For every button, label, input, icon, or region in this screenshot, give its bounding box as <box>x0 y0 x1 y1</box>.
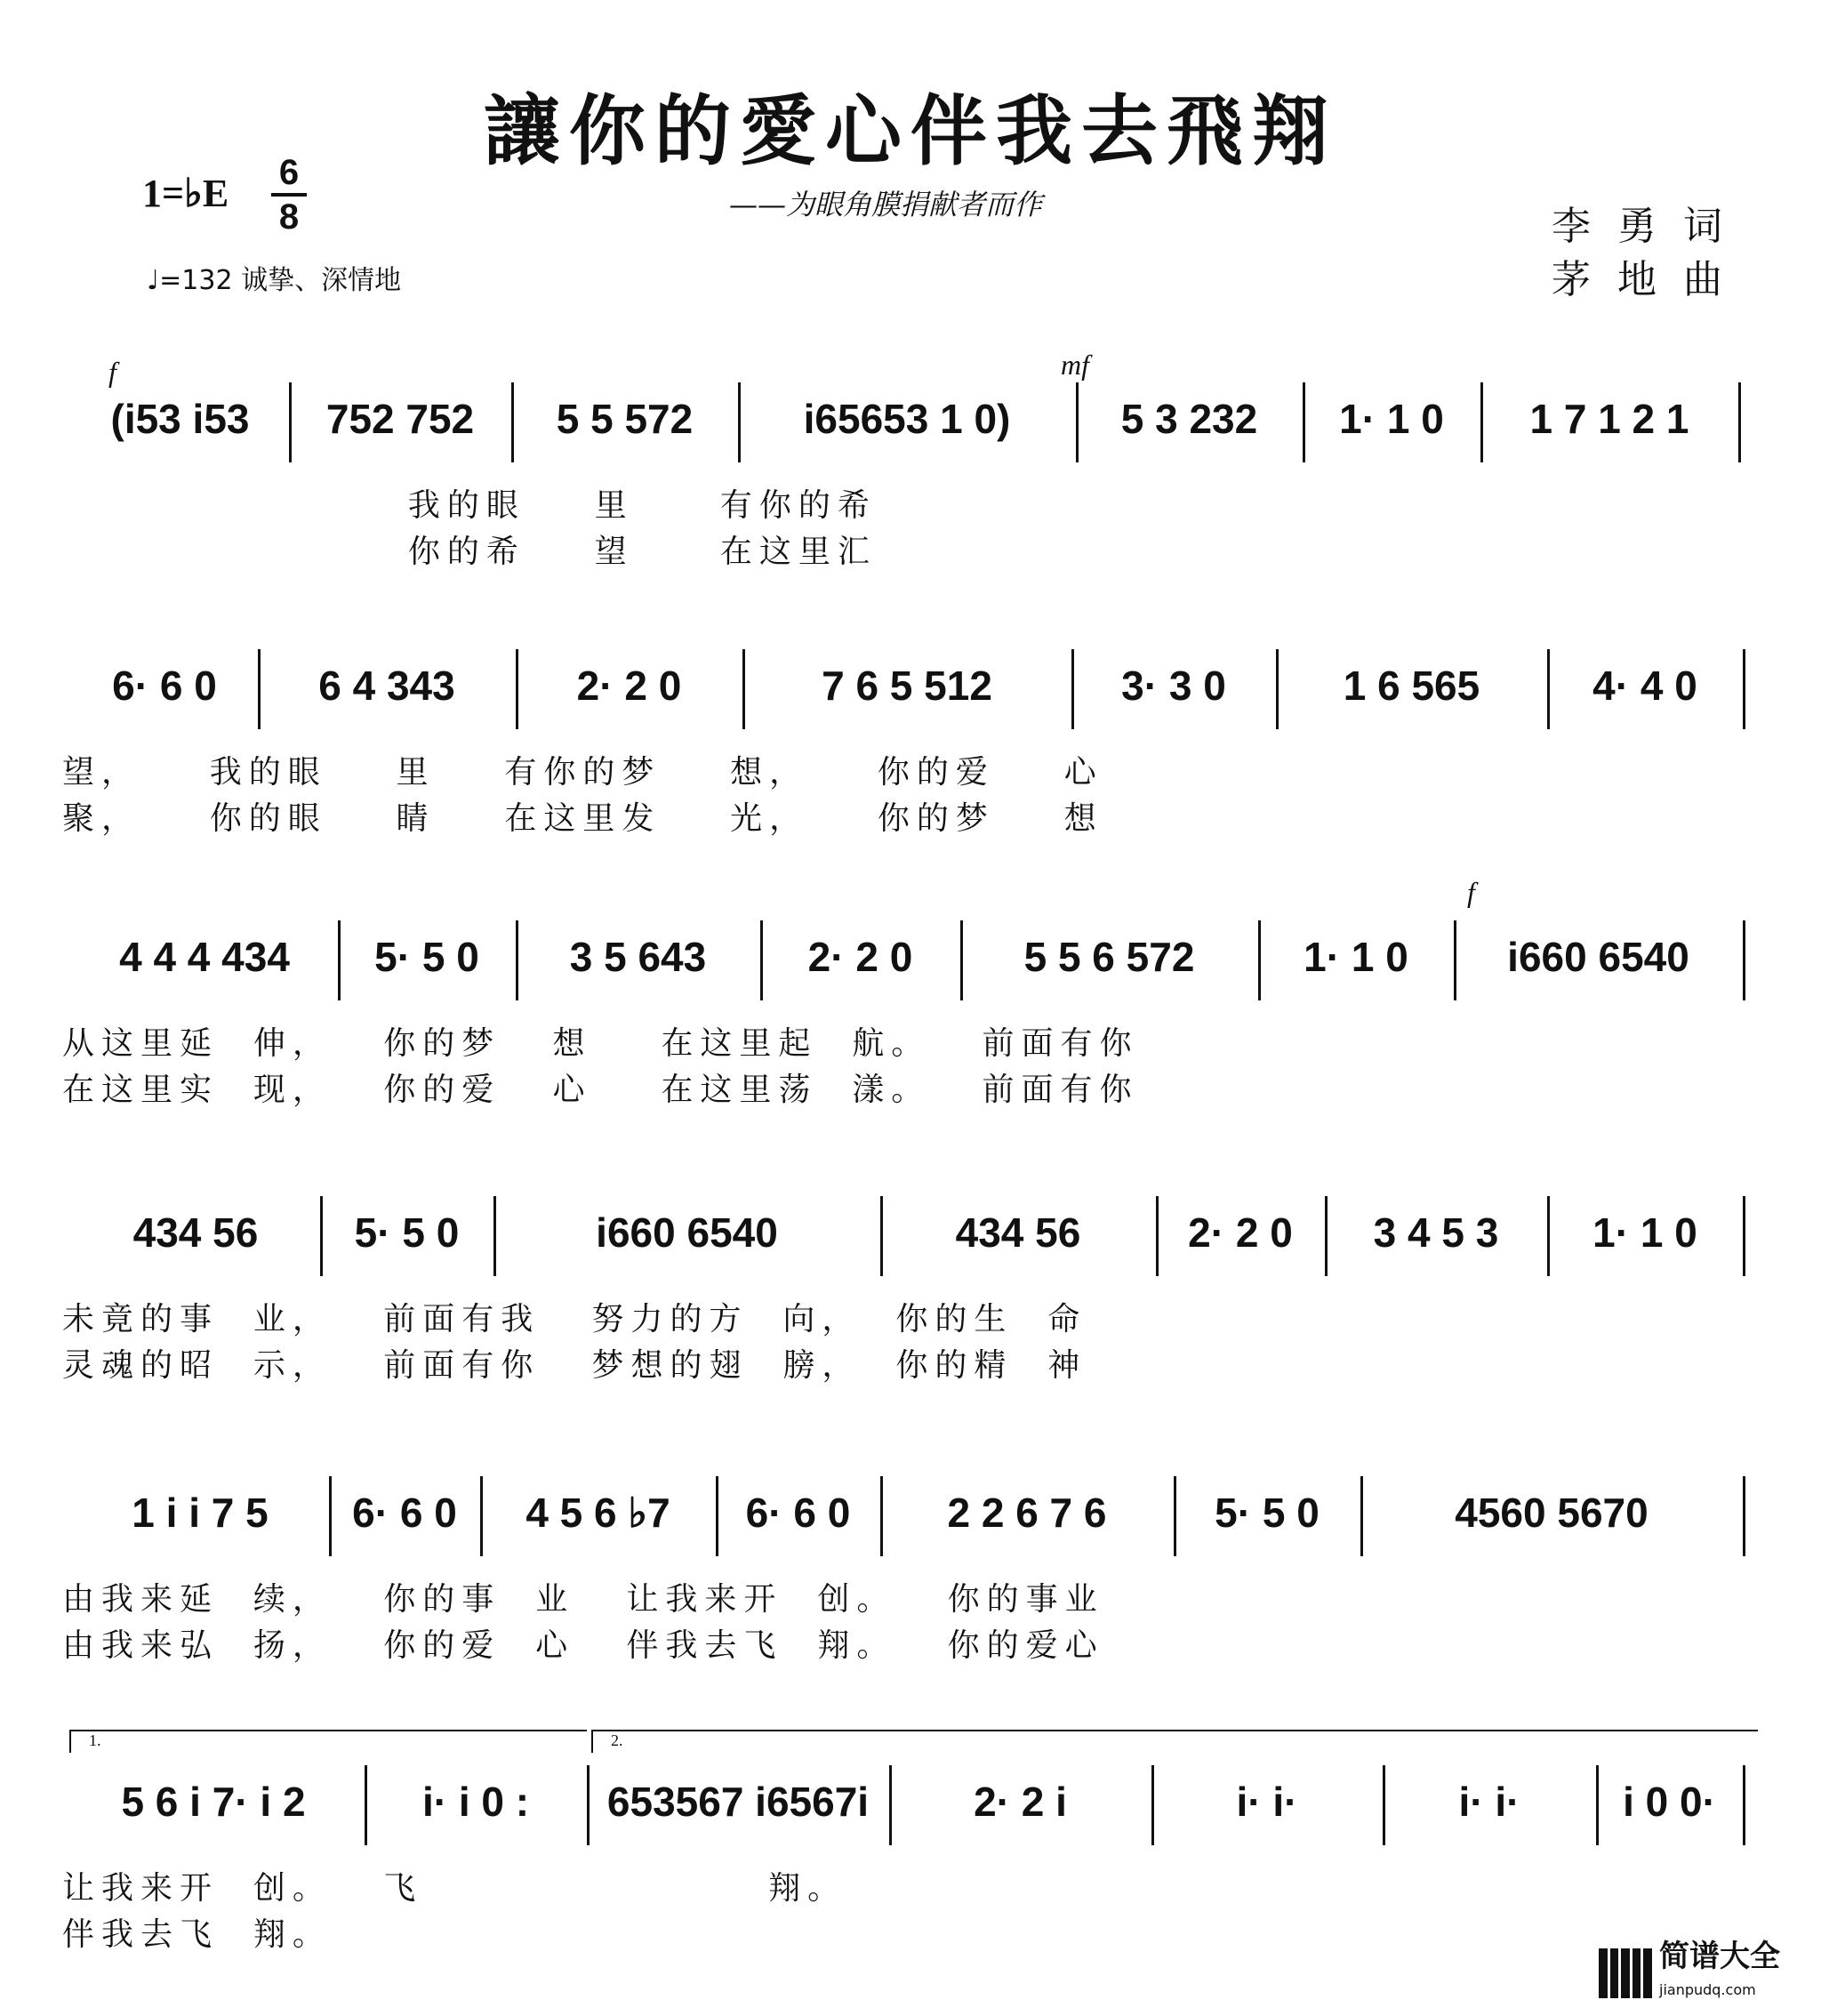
measure: 7 6 5 512 <box>822 663 992 709</box>
measure: 1· 1 0 <box>1592 1209 1697 1256</box>
measure: i· i· <box>1458 1779 1520 1825</box>
barline <box>1276 649 1279 729</box>
barline <box>1738 382 1741 462</box>
barline <box>738 382 741 462</box>
lyric-line-2: 你的希 望 在这里汇 <box>62 534 877 570</box>
barline <box>742 649 745 729</box>
measure: i660 6540 <box>1507 934 1689 980</box>
lyric-line-2: 伴我去飞 翔。 <box>62 1916 332 1953</box>
measure: 3 5 643 <box>569 934 707 980</box>
measure: 3· 3 0 <box>1121 663 1226 709</box>
barline <box>289 382 292 462</box>
barline <box>320 1196 323 1276</box>
lyric-line-1: 我的眼 里 有你的希 <box>62 487 877 524</box>
measure: 434 56 <box>132 1209 259 1256</box>
tempo-marking: ♩=132 诚挚、深情地 <box>147 265 402 296</box>
barline <box>516 920 518 1000</box>
measure: 4 5 6 ♭7 <box>525 1490 670 1536</box>
measure: 5 5 572 <box>556 396 694 442</box>
song-title: 讓你的愛心伴我去飛翔 <box>484 86 1337 176</box>
site-logo <box>1599 1941 1803 2005</box>
lyricist-credit: 李勇词 <box>1552 204 1749 249</box>
dynamic-mf: mf <box>1061 349 1089 381</box>
lyric-line-1: 望， 我的眼 里 有你的梦 想， 你的爱 心 <box>62 754 1103 791</box>
measure: 1· 1 0 <box>1304 934 1408 980</box>
barline <box>1360 1476 1363 1556</box>
measure: 4560 5670 <box>1455 1490 1649 1536</box>
logo-url: jianpudq.com <box>1659 1981 1756 1998</box>
barline <box>480 1476 483 1556</box>
subtitle: ——为眼角膜捐献者而作 <box>729 188 1043 221</box>
barline <box>1547 649 1550 729</box>
measure: 1 6 565 <box>1343 663 1480 709</box>
measure: i· i· <box>1236 1779 1298 1825</box>
logo-name: 简谱大全 <box>1659 1939 1780 1974</box>
time-signature <box>271 153 307 237</box>
barline <box>1547 1196 1550 1276</box>
barline <box>258 649 261 729</box>
barline <box>1743 1476 1745 1556</box>
composer-credit: 茅地曲 <box>1552 257 1749 302</box>
piano-keys-icon <box>1599 1948 1652 1998</box>
volta-second-ending: 2. <box>591 1730 1758 1753</box>
barline <box>493 1196 496 1276</box>
barline <box>1174 1476 1176 1556</box>
barline <box>1743 649 1745 729</box>
barline <box>329 1476 332 1556</box>
measure: 5 5 6 572 <box>1023 934 1195 980</box>
measure: 6· 6 0 <box>352 1490 457 1536</box>
measure: 5· 5 0 <box>374 934 479 980</box>
time-top: 6 <box>278 153 300 192</box>
barline <box>511 382 514 462</box>
barline <box>365 1765 367 1845</box>
barline <box>1258 920 1261 1000</box>
measure: 6 4 343 <box>318 663 455 709</box>
measure: 5 3 232 <box>1120 396 1258 442</box>
measure: i· i 0 : <box>421 1779 530 1825</box>
measure: 4 4 4 434 <box>119 934 290 980</box>
lyric-line-2: 由我来弘 扬， 你的爱 心 伴我去飞 翔。 你的爱心 <box>62 1627 1104 1664</box>
measure: i660 6540 <box>596 1209 778 1256</box>
measure: 2 2 6 7 6 <box>947 1490 1107 1536</box>
measure: 2· 2 i <box>974 1779 1067 1825</box>
barline <box>889 1765 892 1845</box>
barline <box>1743 920 1745 1000</box>
lyric-line-1: 未竟的事 业， 前面有我 努力的方 向， 你的生 命 <box>62 1301 1087 1337</box>
measure: i 0 0· <box>1623 1779 1716 1825</box>
measure: (i53 i53 <box>110 396 250 442</box>
barline <box>716 1476 718 1556</box>
measure: 1 i i 7 5 <box>132 1490 269 1536</box>
time-bottom: 8 <box>278 197 300 237</box>
barline <box>1743 1196 1745 1276</box>
measure: 6· 6 0 <box>745 1490 851 1536</box>
barline <box>1076 382 1079 462</box>
dynamic-f-chorus: f <box>1467 876 1475 908</box>
measure: 2· 2 0 <box>576 663 682 709</box>
measure: 4· 4 0 <box>1592 663 1697 709</box>
measure: 5· 5 0 <box>354 1209 460 1256</box>
dynamic-f-intro: f <box>108 356 116 388</box>
measure: 5 6 i 7· i 2 <box>121 1779 306 1825</box>
barline <box>516 649 518 729</box>
lyric-line-2: 聚， 你的眼 睛 在这里发 光， 你的梦 想 <box>62 800 1103 837</box>
measure: 2· 2 0 <box>1188 1209 1293 1256</box>
barline <box>760 920 763 1000</box>
lyric-line-2: 在这里实 现， 你的爱 心 在这里荡 漾。 前面有你 <box>62 1072 1139 1108</box>
measure: 434 56 <box>955 1209 1081 1256</box>
barline <box>1325 1196 1328 1276</box>
barline <box>1151 1765 1154 1845</box>
measure: 653567 i6567i <box>606 1779 870 1825</box>
barline <box>1383 1765 1385 1845</box>
measure: 2· 2 0 <box>807 934 913 980</box>
lyric-line-2: 灵魂的昭 示， 前面有你 梦想的翅 膀， 你的精 神 <box>62 1347 1087 1384</box>
barline <box>1480 382 1483 462</box>
key-signature: 1=♭E <box>142 172 229 215</box>
measure: i65653 1 0) <box>803 396 1011 442</box>
barline <box>1071 649 1074 729</box>
measure: 5· 5 0 <box>1215 1490 1320 1536</box>
barline <box>1743 1765 1745 1845</box>
measure: 6· 6 0 <box>112 663 217 709</box>
volta-first-ending: 1. <box>69 1730 587 1753</box>
barline <box>960 920 963 1000</box>
barline <box>587 1765 590 1845</box>
measure: 752 752 <box>325 396 475 442</box>
measure: 3 4 5 3 <box>1373 1209 1499 1256</box>
barline <box>338 920 341 1000</box>
barline <box>880 1196 883 1276</box>
barline <box>1156 1196 1159 1276</box>
lyric-line-1: 由我来延 续， 你的事 业 让我来开 创。 你的事业 <box>62 1581 1104 1618</box>
measure: 1· 1 0 <box>1339 396 1444 442</box>
lyric-line-1: 让我来开 创。 飞 翔。 <box>62 1870 847 1907</box>
measure: 1 7 1 2 1 <box>1529 396 1689 442</box>
lyric-line-1: 从这里延 伸， 你的梦 想 在这里起 航。 前面有你 <box>62 1025 1139 1062</box>
barline <box>880 1476 883 1556</box>
barline <box>1596 1765 1599 1845</box>
barline <box>1303 382 1305 462</box>
barline <box>1454 920 1456 1000</box>
